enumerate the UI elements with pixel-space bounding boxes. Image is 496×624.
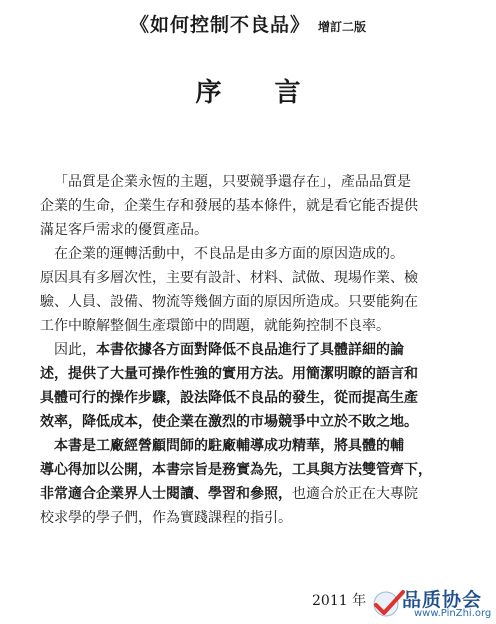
text-span: 也適合於正在大專院 [292, 486, 418, 502]
text-line: 效率，降低成本，使企業在激烈的市場競爭中立於不敗之地。 [40, 414, 418, 430]
text-line: 校求學的學子們，作為實踐課程的指引。 [40, 510, 292, 526]
bold-text: 本書依據各方面對降低不良品進行了具體詳細的論 [96, 342, 404, 358]
book-title: 《如何控制不良品》 [129, 14, 310, 36]
text-line: 導心得加以公開，本書宗旨是務實為先，工具與方法雙管齊下， [40, 462, 432, 478]
preface-title: 序 言 [195, 78, 323, 108]
text-line: 「品質是企業永恆的主題，只要競爭還存在」，產品品質是 [54, 174, 411, 190]
text-span: 因此， [54, 342, 96, 358]
text-line: 述，提供了大量可操作性強的實用方法。用簡潔明瞭的語言和 [40, 366, 418, 382]
text-line: 在企業的運轉活動中，不良品是由多方面的原因造成的。 [54, 246, 404, 262]
text-line: 驗、人員、設備、物流等幾個方面的原因所造成。只要能夠在 [40, 294, 418, 310]
header [0, 10, 496, 37]
text-line: 具體可行的操作步驟，設法降低不良品的發生，從而提高生產 [40, 390, 418, 406]
text-line [40, 338, 470, 362]
watermark-url: www.PinZhi.org [414, 608, 492, 619]
edition-label: 增訂二版 [318, 20, 367, 34]
text-line: 企業的生命，企業生存和發展的基本條件，就是看它能否提供 [40, 198, 418, 214]
bold-text: 非常適合企業界人士閱讀、學習和參照， [40, 486, 292, 502]
preface-body [40, 170, 470, 530]
checkmark-logo-icon [372, 589, 406, 619]
footer-date: 2011 年 [312, 593, 367, 609]
text-line: 滿足客戶需求的優質產品。 [40, 222, 208, 238]
text-line [40, 482, 470, 506]
text-line: 本書是工廠經營顧問師的駐廠輔導成功精華，將具體的輔 [54, 438, 404, 454]
text-line: 工作中瞭解整個生產環節中的問題，就能夠控制不良率。 [40, 318, 390, 334]
watermark-name: 品质协会 [402, 589, 483, 611]
text-line: 原因具有多層次性，主要有設計、材料、試做、現場作業、檢 [40, 270, 418, 286]
watermark-logo [372, 583, 494, 623]
